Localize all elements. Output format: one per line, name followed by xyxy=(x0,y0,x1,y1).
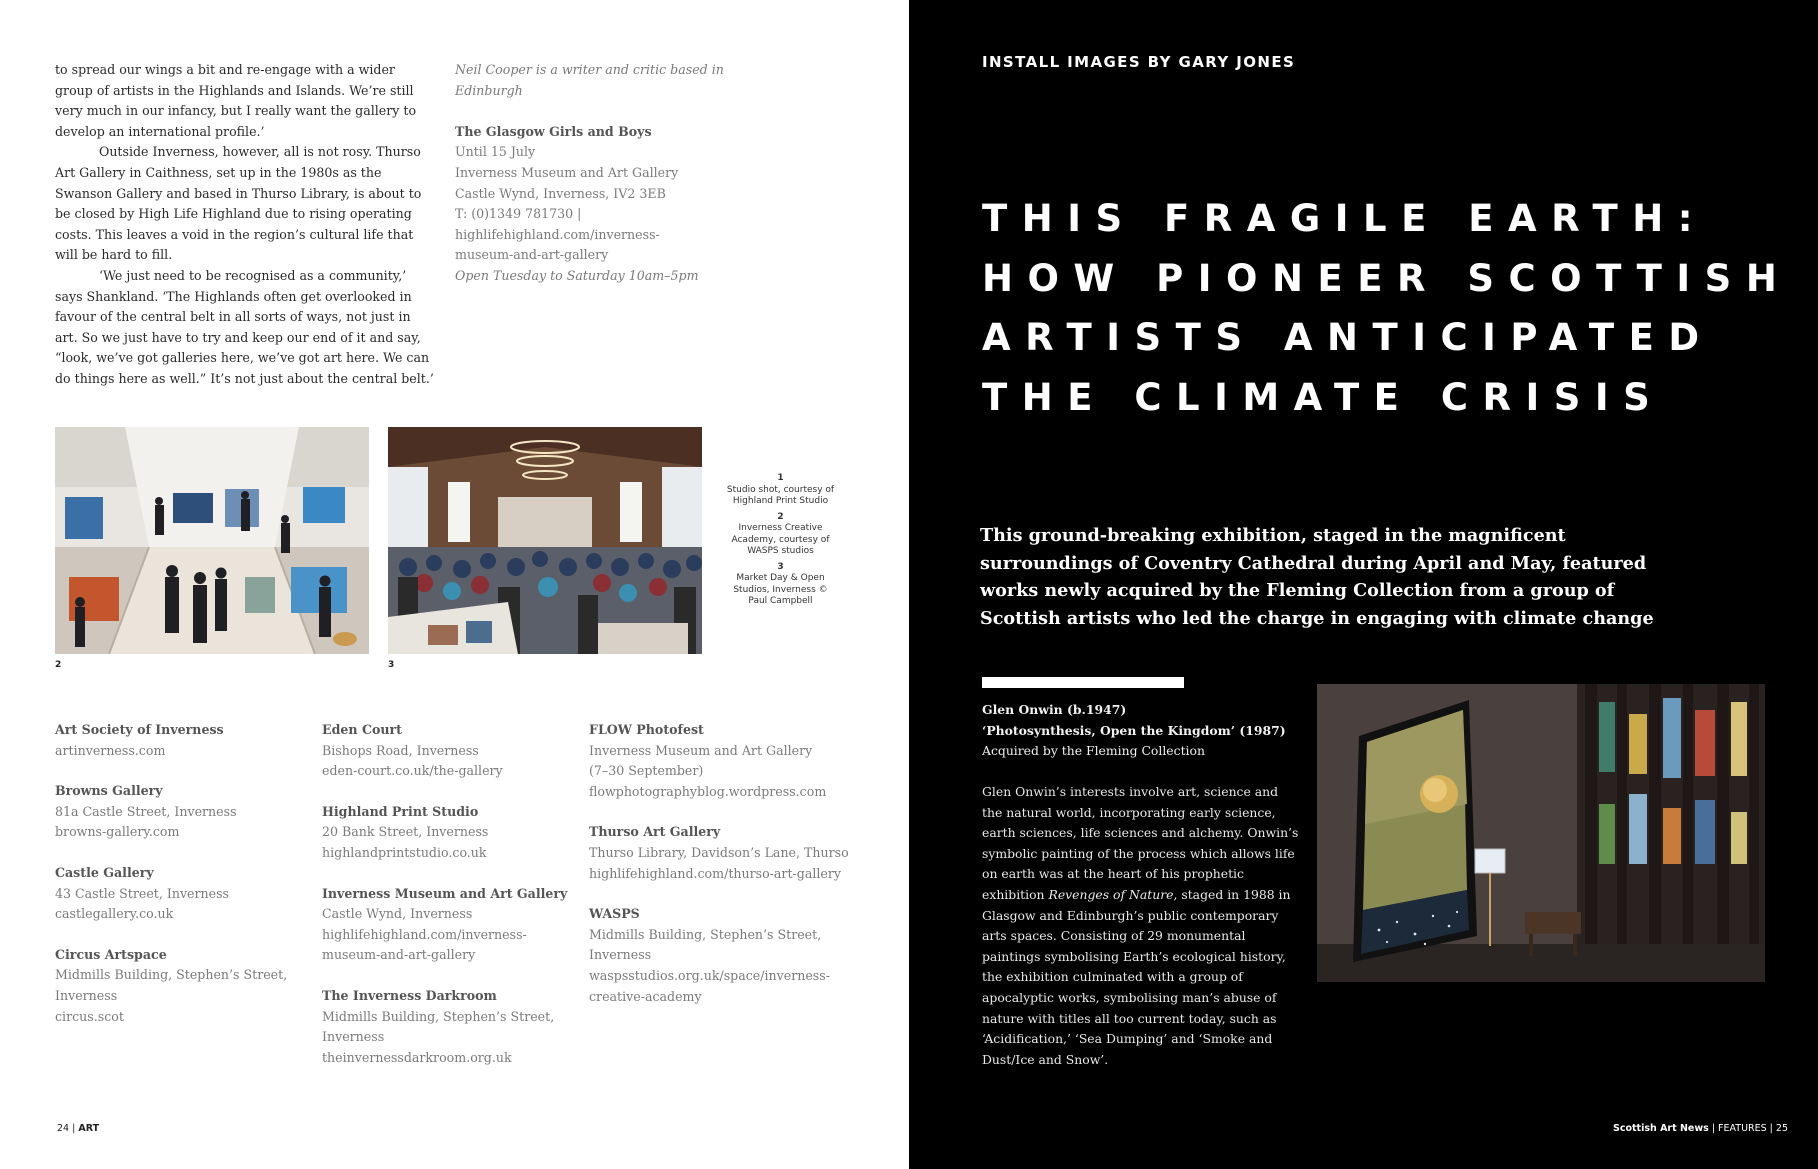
caption-text: Studio shot, courtesy of Highland Print Studio xyxy=(726,484,835,506)
body-text: Glen Onwin’s interests involve art, science and the natural world, incorporating early science, earth sciences, life sciences and alchemy. Onwin’s symbolic painting of the process which allows life on earth was at the heart of his prophetic exhibition xyxy=(982,784,1299,902)
directory-entry xyxy=(55,945,310,1027)
feature-body xyxy=(982,782,1300,1070)
page-number: 25 xyxy=(1775,1123,1788,1134)
caption-number: 3 xyxy=(777,561,784,572)
exhibition-info xyxy=(455,60,785,287)
directory-entry xyxy=(322,802,582,864)
article-headline xyxy=(982,189,1812,427)
directory-entry xyxy=(589,720,889,802)
caption-number: 2 xyxy=(777,511,784,522)
directory-name: The Inverness Darkroom xyxy=(322,987,497,1003)
directory-line: circus.scot xyxy=(55,1008,124,1024)
directory-entry xyxy=(55,863,310,925)
directory-entry xyxy=(322,884,582,966)
directory-column-2 xyxy=(322,720,582,1088)
exhibition-contact-cont: museum-and-art-gallery xyxy=(455,247,609,263)
divider-bar xyxy=(982,677,1184,688)
page-number: 24 xyxy=(57,1123,70,1134)
directory-entry xyxy=(55,720,310,761)
directory-line: 81a Castle Street, Inverness xyxy=(55,803,237,819)
directory-name: Castle Gallery xyxy=(55,864,154,880)
directory-line: creative-academy xyxy=(589,988,702,1004)
artwork-artist: Glen Onwin (b.1947) xyxy=(982,702,1127,717)
exhibition-hours: Open Tuesday to Saturday 10am–5pm xyxy=(455,267,699,283)
caption-item xyxy=(723,562,838,608)
artwork-caption xyxy=(982,700,1302,762)
section-name: ART xyxy=(78,1123,100,1134)
directory-name: Circus Artspace xyxy=(55,946,167,962)
directory-entry xyxy=(589,822,889,884)
directory-line: Inverness Museum and Art Gallery xyxy=(589,742,813,758)
directory-line: Midmills Building, Stephen’s Street, xyxy=(322,1008,555,1024)
directory-line: highlifehighland.com/thurso-art-gallery xyxy=(589,865,841,881)
directory-line: (7–30 September) xyxy=(589,763,704,779)
page-folio xyxy=(1613,1123,1788,1134)
directory-column-3 xyxy=(589,720,889,1027)
exhibition-dates: Until 15 July xyxy=(455,144,536,160)
directory-line: highlandprintstudio.co.uk xyxy=(322,844,487,860)
caption-text: Inverness Creative Academy, courtesy of WASPS studios xyxy=(731,523,830,556)
article-paragraph: ‘We just need to be recognised as a community,’ says Shankland. ‘The Highlands often get overlooked in favour of the central belt in all sorts of ways, not just in art. So we just have to try and keep our end of it and say, “look, we’ve got galleries here, we’ve got art here. We can do things here as well.” It’s not just about the central belt.’ xyxy=(55,267,434,386)
directory-name: Art Society of Inverness xyxy=(55,722,224,737)
directory-name: Inverness Museum and Art Gallery xyxy=(322,885,568,901)
article-continuation xyxy=(55,60,436,390)
directory-entry xyxy=(322,986,582,1068)
directory-line: Inverness xyxy=(589,947,652,963)
directory-column-1 xyxy=(55,720,310,1047)
photo-credit-kicker: INSTALL IMAGES BY GARY JONES xyxy=(982,53,1296,71)
directory-line: 43 Castle Street, Inverness xyxy=(55,885,230,901)
article-paragraph: to spread our wings a bit and re-engage with a wider group of artists in the Highlands and Islands. We’re still very much in our infancy, but I really want the gallery to develop an international profile.’ xyxy=(55,62,417,139)
directory-line: Bishops Road, Inverness xyxy=(322,742,479,758)
directory-line: browns-gallery.com xyxy=(55,824,180,840)
photo-captions xyxy=(723,473,838,612)
exhibition-title: The Glasgow Girls and Boys xyxy=(455,123,652,139)
directory-line: Midmills Building, Stephen’s Street, xyxy=(589,926,822,942)
directory-line: 20 Bank Street, Inverness xyxy=(322,824,489,840)
directory-entry xyxy=(322,720,582,782)
photo-number: 2 xyxy=(55,660,62,670)
directory-line: flowphotographyblog.wordpress.com xyxy=(589,783,827,799)
caption-text: Market Day & Open Studios, Inverness © Paul Campbell xyxy=(733,573,828,606)
directory-entry xyxy=(589,904,889,1007)
directory-line: castlegallery.co.uk xyxy=(55,906,174,922)
directory-line: Inverness xyxy=(55,987,118,1003)
caption-item xyxy=(723,512,838,558)
artwork-credit: Acquired by the Fleming Collection xyxy=(982,743,1205,759)
directory-name: Browns Gallery xyxy=(55,783,163,799)
headline-line: THIS FRAGILE EARTH: xyxy=(982,197,1708,240)
magazine-name: Scottish Art News xyxy=(1613,1123,1709,1134)
directory-name: WASPS xyxy=(589,906,640,922)
directory-line: Inverness xyxy=(322,1029,385,1045)
directory-name: FLOW Photofest xyxy=(589,722,704,737)
artwork-title: ‘Photosynthesis, Open the Kingdom’ (1987) xyxy=(982,722,1286,738)
directory-line: artinverness.com xyxy=(55,742,166,758)
directory-name: Thurso Art Gallery xyxy=(589,824,721,840)
caption-item xyxy=(723,473,838,508)
cathedral-installation-photo xyxy=(1317,684,1765,982)
gallery-staircase-photo xyxy=(55,427,369,654)
right-page xyxy=(909,0,1818,1169)
caption-number: 1 xyxy=(777,473,784,483)
directory-line: Thurso Library, Davidson’s Lane, Thurso xyxy=(589,844,849,860)
directory-line: waspsstudios.org.uk/space/inverness- xyxy=(589,967,830,983)
market-hall-photo xyxy=(388,427,702,654)
directory-line: Midmills Building, Stephen’s Street, xyxy=(55,967,288,983)
directory-line: highlifehighland.com/inverness- xyxy=(322,926,527,942)
article-paragraph: Outside Inverness, however, all is not rosy. Thurso Art Gallery in Caithness, set up in the 1980s as the Swanson Gallery and based in Thurso Library, is about to be closed by High Life Highland due to rising operating costs. This leaves a void in the region’s cultural life that will be hard to fill. xyxy=(55,144,422,263)
directory-name: Eden Court xyxy=(322,722,402,737)
directory-line: museum-and-art-gallery xyxy=(322,947,476,963)
standfirst: This ground-breaking exhibition, staged in the magnificent surroundings of Coventry Cathedral during April and May, featured works newly acquired by the Fleming Collection from a group of Scottish artists who led the charge in engaging with climate change xyxy=(980,525,1654,629)
author-note: Neil Cooper is a writer and critic based in Edinburgh xyxy=(455,62,724,98)
folio-separator: | FEATURES | xyxy=(1708,1123,1776,1134)
directory-entry xyxy=(55,781,310,843)
headline-line: ARTISTS ANTICIPATED xyxy=(982,316,1714,359)
headline-line: THE CLIMATE CRISIS xyxy=(982,375,1665,419)
directory-line: Castle Wynd, Inverness xyxy=(322,906,473,922)
exhibition-venue: Inverness Museum and Art Gallery xyxy=(455,164,679,180)
directory-name: Highland Print Studio xyxy=(322,803,479,819)
page-folio xyxy=(57,1123,99,1134)
exhibition-contact: T: (0)1349 781730 | highlifehighland.com/inverness- xyxy=(455,206,660,242)
exhibition-address: Castle Wynd, Inverness, IV2 3EB xyxy=(455,185,666,201)
directory-line: theinvernessdarkroom.org.uk xyxy=(322,1049,512,1065)
exhibition-name: Revenges of Nature xyxy=(1048,886,1174,902)
headline-line: HOW PIONEER SCOTTISH xyxy=(982,256,1792,300)
photo-number: 3 xyxy=(388,660,395,670)
directory-line: eden-court.co.uk/the-gallery xyxy=(322,763,503,779)
folio-separator: | xyxy=(69,1123,79,1134)
body-text-cont: , staged in 1988 in Glasgow and Edinburgh’s public contemporary arts spaces. Consisting of 29 monumental paintings symbolising Earth’s ecological history, the exhibition culminated with a group of apocalyptic works, symbolising man’s abuse of nature with titles all too current today, such as ‘Acidification,’ ‘Sea Dumping’ and ‘Smoke and Dust/Ice and Snow’. xyxy=(982,886,1291,1067)
